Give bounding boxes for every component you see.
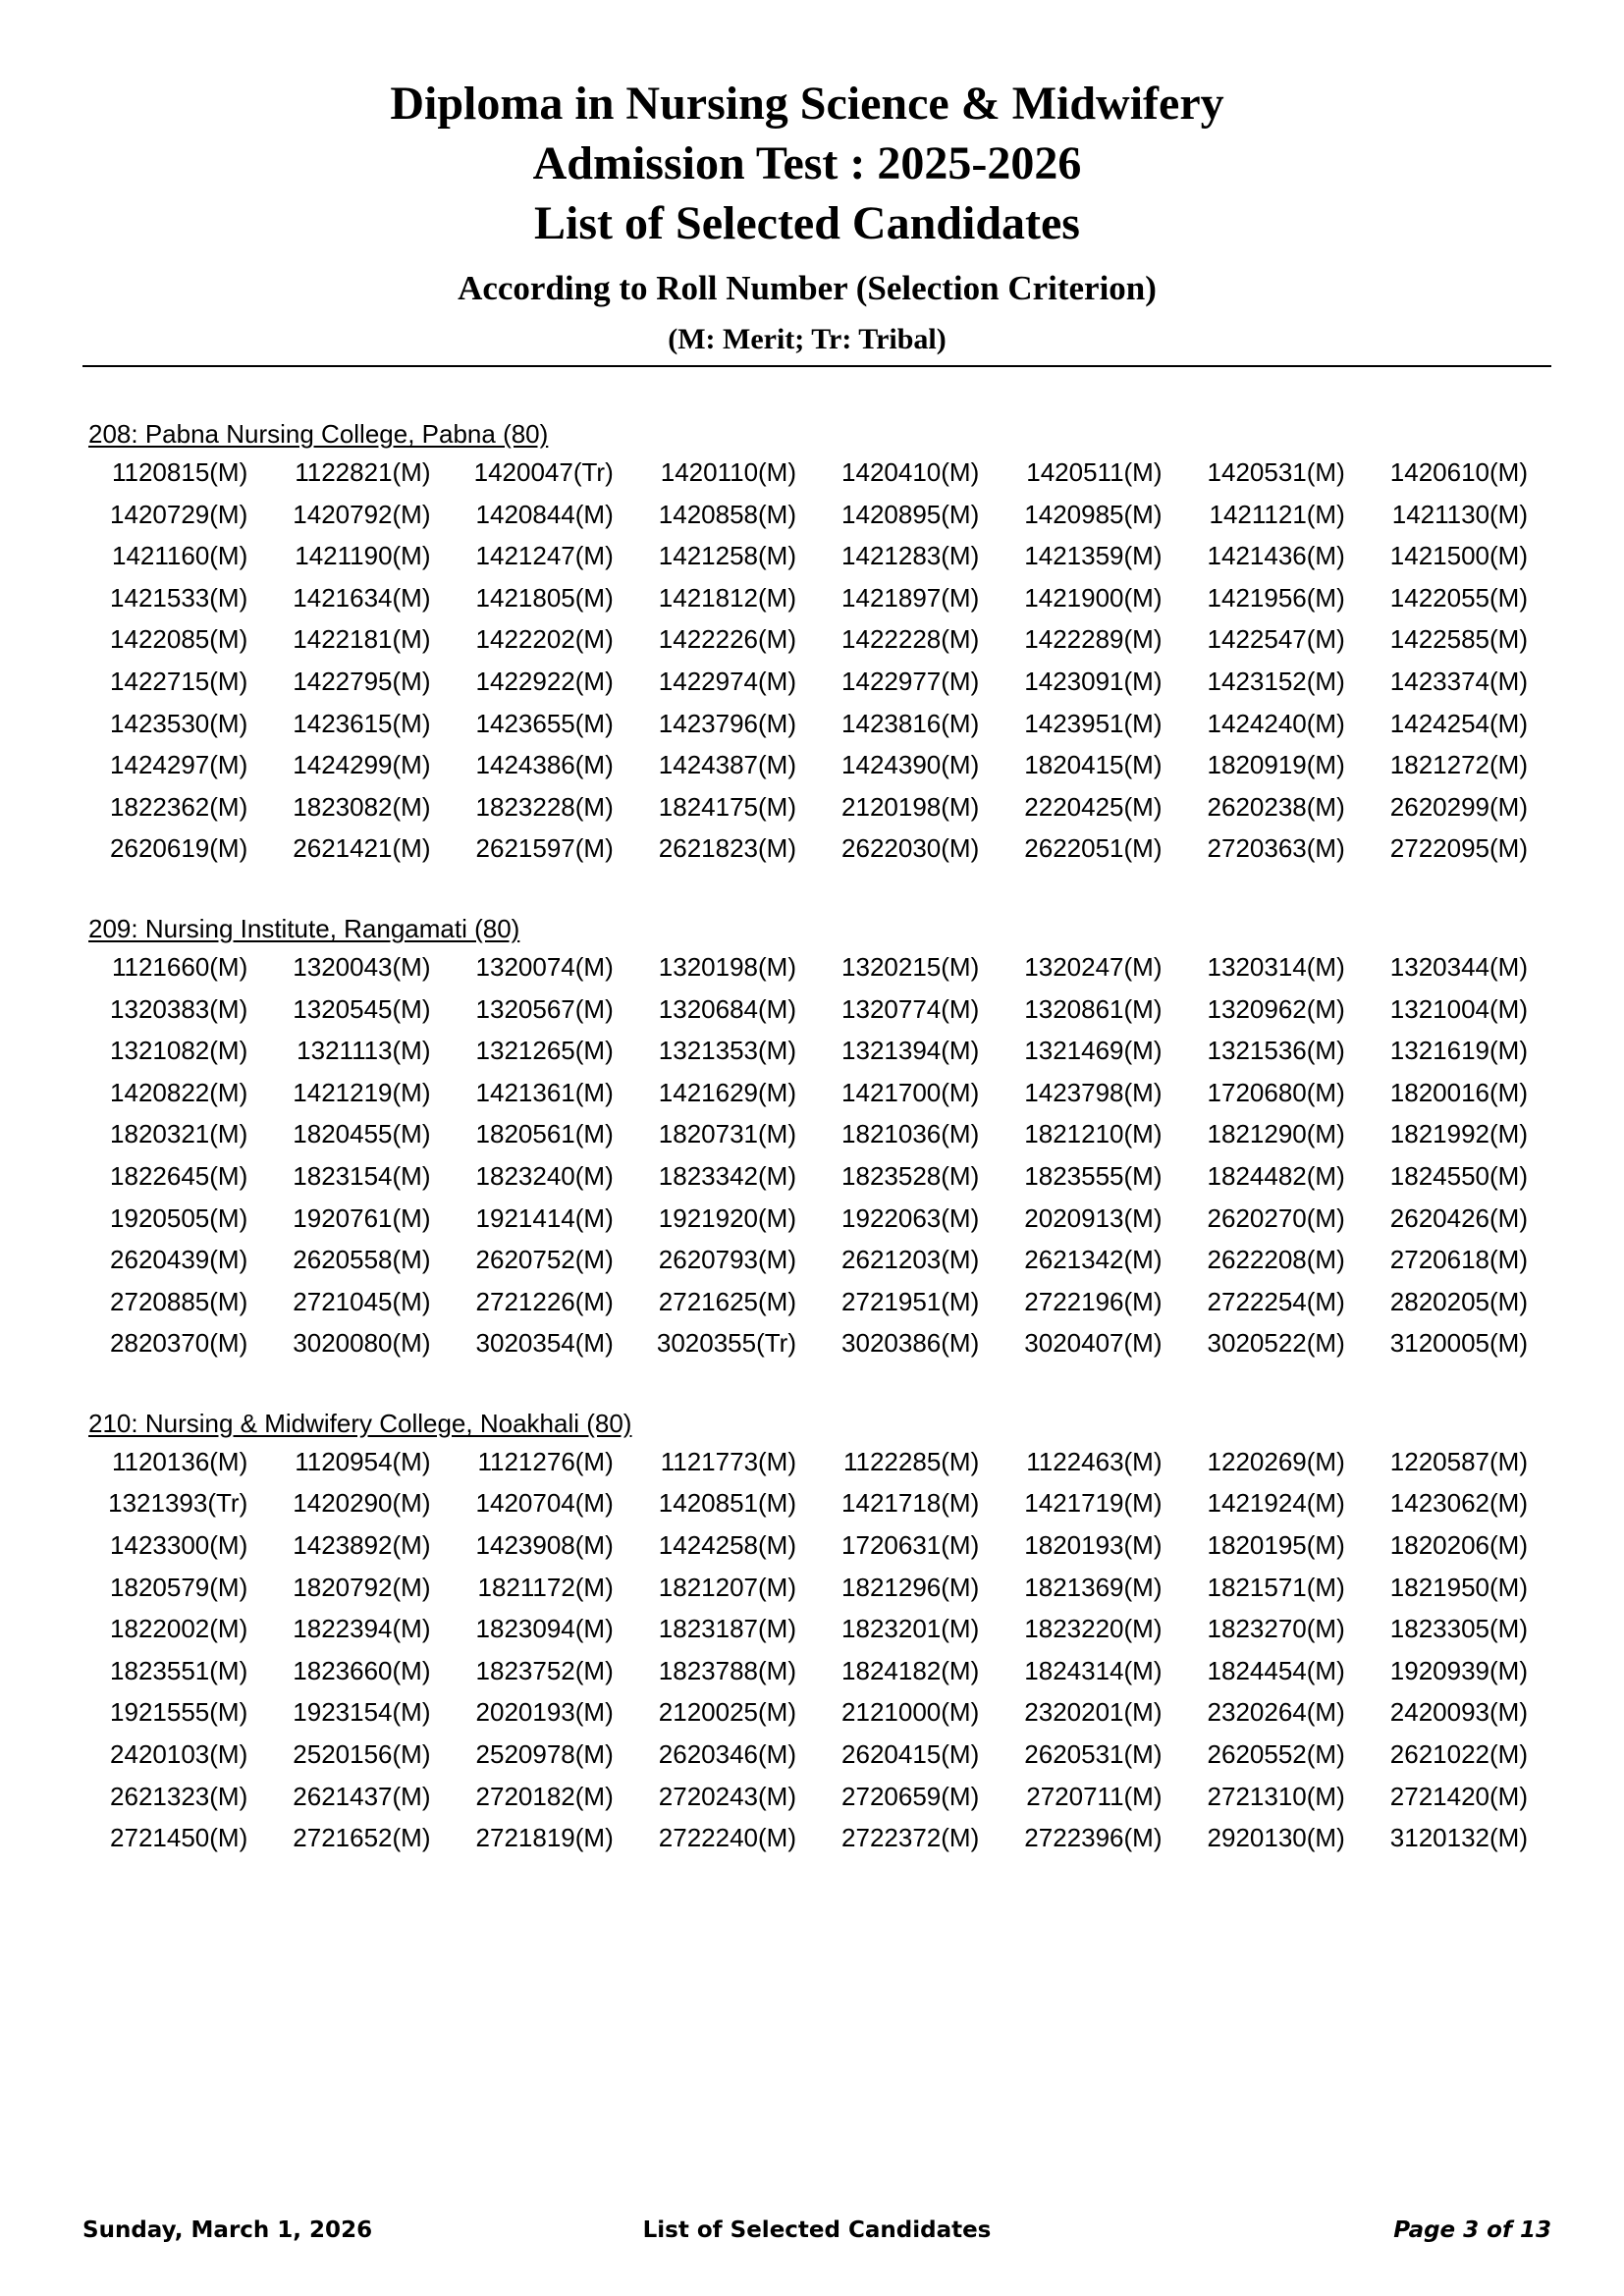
roll-number: 2722095(M) (1389, 833, 1528, 864)
roll-number: 2620415(M) (841, 1739, 980, 1770)
roll-number: 1921920(M) (658, 1202, 796, 1233)
roll-number: 2120198(M) (841, 791, 980, 822)
roll-number: 2620793(M) (658, 1245, 796, 1275)
roll-number: 1424297(M) (110, 750, 248, 780)
roll-number: 1422085(M) (110, 624, 248, 655)
roll-number: 2721819(M) (475, 1823, 614, 1853)
roll-number: 1423530(M) (110, 708, 248, 738)
roll-number: 1821272(M) (1389, 750, 1528, 780)
roll-number: 2120025(M) (658, 1697, 796, 1728)
roll-number: 1421258(M) (658, 541, 796, 571)
roll-number: 1420822(M) (110, 1077, 248, 1107)
roll-number: 2920130(M) (1207, 1823, 1345, 1853)
roll-number: 3020355(Tr) (656, 1328, 796, 1359)
roll-number: 1823154(M) (293, 1160, 431, 1191)
roll-number: 2620346(M) (658, 1739, 796, 1770)
roll-number: 1420704(M) (475, 1488, 614, 1519)
roll-number: 1420110(M) (660, 457, 796, 487)
roll-number: 1424240(M) (1207, 708, 1345, 738)
roll-number: 1420844(M) (475, 499, 614, 529)
roll-number: 1421160(M) (111, 541, 248, 571)
roll-number: 1422922(M) (475, 666, 614, 696)
roll-number: 2820205(M) (1389, 1286, 1528, 1316)
document-title-line-3: List of Selected Candidates (534, 197, 1080, 249)
roll-number: 1320344(M) (1389, 951, 1528, 982)
roll-number: 1921414(M) (475, 1202, 614, 1233)
header-divider (82, 365, 1551, 367)
roll-number: 1422181(M) (293, 624, 431, 655)
roll-number: 1421121(M) (1209, 499, 1345, 529)
roll-number: 1822645(M) (110, 1160, 248, 1191)
college-section (0, 911, 1624, 1364)
roll-number: 1424387(M) (658, 750, 796, 780)
roll-number: 1424299(M) (293, 750, 431, 780)
roll-number: 1423892(M) (293, 1530, 431, 1561)
roll-number: 1823201(M) (841, 1614, 980, 1644)
roll-number: 2621342(M) (1024, 1245, 1163, 1275)
roll-number: 1821036(M) (841, 1119, 980, 1149)
roll-number: 2621437(M) (293, 1781, 431, 1811)
roll-number: 1821992(M) (1389, 1119, 1528, 1149)
roll-number: 1823788(M) (658, 1655, 796, 1685)
roll-number: 1320383(M) (110, 993, 248, 1024)
legend-text: (M: Merit; Tr: Tribal) (668, 323, 947, 355)
roll-number: 1423951(M) (1024, 708, 1163, 738)
roll-number: 1423816(M) (841, 708, 980, 738)
roll-number: 1121660(M) (111, 951, 248, 982)
roll-number: 1423615(M) (293, 708, 431, 738)
roll-number: 1820792(M) (293, 1572, 431, 1602)
roll-number: 1420851(M) (658, 1488, 796, 1519)
roll-number: 1421924(M) (1207, 1488, 1345, 1519)
roll-number: 1920939(M) (1389, 1655, 1528, 1685)
roll-number: 2620299(M) (1389, 791, 1528, 822)
roll-number: 1421247(M) (475, 541, 614, 571)
roll-number: 1320215(M) (841, 951, 980, 982)
roll-number: 1921555(M) (110, 1697, 248, 1728)
roll-number: 1420610(M) (1389, 457, 1528, 487)
roll-number-grid (79, 946, 1624, 1364)
roll-number: 1420410(M) (841, 457, 980, 487)
roll-number: 1820321(M) (110, 1119, 248, 1149)
roll-number: 1920761(M) (293, 1202, 431, 1233)
roll-number: 2620439(M) (110, 1245, 248, 1275)
roll-number: 1421719(M) (1024, 1488, 1163, 1519)
roll-number: 2722254(M) (1207, 1286, 1345, 1316)
roll-number: 1823752(M) (475, 1655, 614, 1685)
roll-number: 1821296(M) (841, 1572, 980, 1602)
roll-number: 2622030(M) (841, 833, 980, 864)
roll-number: 1421900(M) (1024, 582, 1163, 613)
document-header (0, 74, 1624, 356)
roll-number: 2620270(M) (1207, 1202, 1345, 1233)
roll-number: 1122463(M) (1026, 1446, 1163, 1476)
roll-number: 2621323(M) (110, 1781, 248, 1811)
roll-number: 2720243(M) (658, 1781, 796, 1811)
roll-number: 1821210(M) (1024, 1119, 1163, 1149)
roll-number: 1220269(M) (1207, 1446, 1345, 1476)
roll-number: 2721045(M) (293, 1286, 431, 1316)
roll-number: 2621823(M) (658, 833, 796, 864)
roll-number: 1823342(M) (658, 1160, 796, 1191)
roll-number: 1120815(M) (111, 457, 248, 487)
roll-number: 2720659(M) (841, 1781, 980, 1811)
roll-number: 1822002(M) (110, 1614, 248, 1644)
roll-number: 3120132(M) (1389, 1823, 1528, 1853)
roll-number: 1421219(M) (293, 1077, 431, 1107)
roll-number: 3020386(M) (841, 1328, 980, 1359)
roll-number: 1321004(M) (1389, 993, 1528, 1024)
roll-number: 2722240(M) (658, 1823, 796, 1853)
roll-number: 2620558(M) (293, 1245, 431, 1275)
roll-number: 1823187(M) (658, 1614, 796, 1644)
roll-number: 2620531(M) (1024, 1739, 1163, 1770)
roll-number: 1421283(M) (841, 541, 980, 571)
roll-number: 1321393(Tr) (108, 1488, 248, 1519)
roll-number: 1321469(M) (1024, 1036, 1163, 1066)
roll-number: 1920505(M) (110, 1202, 248, 1233)
roll-number: 2020913(M) (1024, 1202, 1163, 1233)
roll-number: 2721625(M) (658, 1286, 796, 1316)
roll-number: 2220425(M) (1024, 791, 1163, 822)
roll-number-grid (79, 452, 1624, 870)
roll-number: 1421897(M) (841, 582, 980, 613)
roll-number: 1824482(M) (1207, 1160, 1345, 1191)
roll-number: 2722196(M) (1024, 1286, 1163, 1316)
roll-number: 1422289(M) (1024, 624, 1163, 655)
roll-number: 1422977(M) (841, 666, 980, 696)
roll-number: 1824175(M) (658, 791, 796, 822)
roll-number: 1321353(M) (658, 1036, 796, 1066)
roll-number: 1422228(M) (841, 624, 980, 655)
roll-number: 2620619(M) (110, 833, 248, 864)
roll-number: 1422055(M) (1389, 582, 1528, 613)
roll-number: 1820195(M) (1207, 1530, 1345, 1561)
roll-number: 1923154(M) (293, 1697, 431, 1728)
roll-number: 1320684(M) (658, 993, 796, 1024)
roll-number: 1421700(M) (841, 1077, 980, 1107)
roll-number: 2721951(M) (841, 1286, 980, 1316)
college-section-title: 210: Nursing & Midwifery College, Noakhali (80) (88, 1408, 632, 1438)
roll-number-grid (79, 1441, 1624, 1859)
roll-number: 1823094(M) (475, 1614, 614, 1644)
roll-number: 2620752(M) (475, 1245, 614, 1275)
roll-number: 1422202(M) (475, 624, 614, 655)
roll-number: 1823551(M) (110, 1655, 248, 1685)
roll-number: 1420531(M) (1207, 457, 1345, 487)
roll-number: 1424390(M) (841, 750, 980, 780)
roll-number: 1420895(M) (841, 499, 980, 529)
roll-number: 1320545(M) (293, 993, 431, 1024)
roll-number: 2621597(M) (475, 833, 614, 864)
roll-number: 1421130(M) (1391, 499, 1528, 529)
college-sections (0, 416, 1624, 1900)
footer-title: List of Selected Candidates (642, 2217, 992, 2243)
roll-number: 1423796(M) (658, 708, 796, 738)
roll-number: 2622051(M) (1024, 833, 1163, 864)
roll-number: 1423798(M) (1024, 1077, 1163, 1107)
roll-number: 1120136(M) (111, 1446, 248, 1476)
roll-number: 1421805(M) (475, 582, 614, 613)
roll-number: 1422226(M) (658, 624, 796, 655)
college-section-title: 209: Nursing Institute, Rangamati (80) (88, 913, 520, 943)
roll-number: 1823555(M) (1024, 1160, 1163, 1191)
roll-number: 1320314(M) (1207, 951, 1345, 982)
roll-number: 1320774(M) (841, 993, 980, 1024)
roll-number: 1321536(M) (1207, 1036, 1345, 1066)
roll-number: 1420792(M) (293, 499, 431, 529)
roll-number: 1423152(M) (1207, 666, 1345, 696)
roll-number: 1422585(M) (1389, 624, 1528, 655)
roll-number: 2121000(M) (841, 1697, 980, 1728)
roll-number: 2720885(M) (110, 1286, 248, 1316)
roll-number: 1823240(M) (475, 1160, 614, 1191)
college-section (0, 1406, 1624, 1859)
roll-number: 2720182(M) (475, 1781, 614, 1811)
roll-number: 2621421(M) (293, 833, 431, 864)
roll-number: 1423091(M) (1024, 666, 1163, 696)
roll-number: 1320198(M) (658, 951, 796, 982)
roll-number: 1320861(M) (1024, 993, 1163, 1024)
roll-number: 1321113(M) (297, 1036, 431, 1066)
roll-number: 1823305(M) (1389, 1614, 1528, 1644)
roll-number: 3120005(M) (1389, 1328, 1528, 1359)
roll-number: 1823660(M) (293, 1655, 431, 1685)
roll-number: 1121276(M) (477, 1446, 614, 1476)
roll-number: 1821290(M) (1207, 1119, 1345, 1149)
roll-number: 2420093(M) (1389, 1697, 1528, 1728)
roll-number: 1820415(M) (1024, 750, 1163, 780)
roll-number: 1320043(M) (293, 951, 431, 982)
roll-number: 1824550(M) (1389, 1160, 1528, 1191)
roll-number: 1420729(M) (110, 499, 248, 529)
roll-number: 1120954(M) (295, 1446, 431, 1476)
roll-number: 1320074(M) (475, 951, 614, 982)
roll-number: 2621203(M) (841, 1245, 980, 1275)
roll-number: 2721420(M) (1389, 1781, 1528, 1811)
roll-number: 1424254(M) (1389, 708, 1528, 738)
roll-number: 1422795(M) (293, 666, 431, 696)
roll-number: 1423300(M) (110, 1530, 248, 1561)
roll-number: 1823528(M) (841, 1160, 980, 1191)
roll-number: 1822394(M) (293, 1614, 431, 1644)
roll-number: 1821369(M) (1024, 1572, 1163, 1602)
roll-number: 2721310(M) (1207, 1781, 1345, 1811)
roll-number: 1321619(M) (1389, 1036, 1528, 1066)
roll-number: 2722372(M) (841, 1823, 980, 1853)
roll-number: 1823270(M) (1207, 1614, 1345, 1644)
roll-number: 2620238(M) (1207, 791, 1345, 822)
roll-number: 1421436(M) (1207, 541, 1345, 571)
roll-number: 2722396(M) (1024, 1823, 1163, 1853)
roll-number: 1421718(M) (841, 1488, 980, 1519)
college-section (0, 416, 1624, 870)
roll-number: 1820561(M) (475, 1119, 614, 1149)
roll-number: 2520978(M) (475, 1739, 614, 1770)
roll-number: 1321082(M) (110, 1036, 248, 1066)
roll-number: 1823082(M) (293, 791, 431, 822)
document-title-line-1: Diploma in Nursing Science & Midwifery (390, 78, 1224, 130)
roll-number: 1824314(M) (1024, 1655, 1163, 1685)
roll-number: 1320567(M) (475, 993, 614, 1024)
roll-number: 1423908(M) (475, 1530, 614, 1561)
roll-number: 1720680(M) (1207, 1077, 1345, 1107)
roll-number: 1220587(M) (1389, 1446, 1528, 1476)
roll-number: 2621022(M) (1389, 1739, 1528, 1770)
roll-number: 1421190(M) (295, 541, 431, 571)
roll-number: 2721652(M) (293, 1823, 431, 1853)
roll-number: 1421956(M) (1207, 582, 1345, 613)
roll-number: 2721226(M) (475, 1286, 614, 1316)
roll-number: 1320247(M) (1024, 951, 1163, 982)
roll-number: 1421812(M) (658, 582, 796, 613)
roll-number: 2520156(M) (293, 1739, 431, 1770)
roll-number: 2620552(M) (1207, 1739, 1345, 1770)
roll-number: 1420511(M) (1026, 457, 1163, 487)
roll-number: 3020354(M) (475, 1328, 614, 1359)
roll-number: 1420985(M) (1024, 499, 1163, 529)
roll-number: 1820919(M) (1207, 750, 1345, 780)
roll-number: 2620426(M) (1389, 1202, 1528, 1233)
roll-number: 2020193(M) (475, 1697, 614, 1728)
roll-number: 1422974(M) (658, 666, 796, 696)
roll-number: 1422715(M) (110, 666, 248, 696)
roll-number: 1922063(M) (841, 1202, 980, 1233)
roll-number: 1424386(M) (475, 750, 614, 780)
roll-number: 2720711(M) (1026, 1781, 1163, 1811)
footer-date: Sunday, March 1, 2026 (82, 2217, 373, 2243)
roll-number: 2622208(M) (1207, 1245, 1345, 1275)
roll-number: 1820016(M) (1389, 1077, 1528, 1107)
roll-number: 1824182(M) (841, 1655, 980, 1685)
roll-number: 1823228(M) (475, 791, 614, 822)
roll-number: 1320962(M) (1207, 993, 1345, 1024)
roll-number: 1122821(M) (295, 457, 431, 487)
roll-number: 1421634(M) (293, 582, 431, 613)
roll-number: 1821571(M) (1207, 1572, 1345, 1602)
roll-number: 1423062(M) (1389, 1488, 1528, 1519)
roll-number: 1421500(M) (1389, 541, 1528, 571)
roll-number: 1821207(M) (658, 1572, 796, 1602)
roll-number: 1821950(M) (1389, 1572, 1528, 1602)
roll-number: 1820206(M) (1389, 1530, 1528, 1561)
roll-number: 1824454(M) (1207, 1655, 1345, 1685)
roll-number: 1822362(M) (110, 791, 248, 822)
roll-number: 1720631(M) (841, 1530, 980, 1561)
roll-number: 2320201(M) (1024, 1697, 1163, 1728)
document-subtitle: According to Roll Number (Selection Criterion) (458, 269, 1157, 307)
roll-number: 1421359(M) (1024, 541, 1163, 571)
roll-number: 1421629(M) (658, 1077, 796, 1107)
roll-number: 3020080(M) (293, 1328, 431, 1359)
roll-number: 1321265(M) (475, 1036, 614, 1066)
roll-number: 1420290(M) (293, 1488, 431, 1519)
roll-number: 1821172(M) (477, 1572, 614, 1602)
roll-number: 1423655(M) (475, 708, 614, 738)
roll-number: 2820370(M) (110, 1328, 248, 1359)
roll-number: 1421361(M) (475, 1077, 614, 1107)
roll-number: 1422547(M) (1207, 624, 1345, 655)
roll-number: 2721450(M) (110, 1823, 248, 1853)
roll-number: 1820193(M) (1024, 1530, 1163, 1561)
roll-number: 1121773(M) (660, 1446, 796, 1476)
page-number: Page 3 of 13 (1393, 2217, 1551, 2243)
document-title-line-2: Admission Test : 2025-2026 (532, 137, 1082, 189)
roll-number: 1820455(M) (293, 1119, 431, 1149)
roll-number: 1420858(M) (658, 499, 796, 529)
roll-number: 1823220(M) (1024, 1614, 1163, 1644)
roll-number: 1420047(Tr) (473, 457, 614, 487)
roll-number: 1423374(M) (1389, 666, 1528, 696)
roll-number: 1421533(M) (110, 582, 248, 613)
roll-number: 3020407(M) (1024, 1328, 1163, 1359)
roll-number: 1820579(M) (110, 1572, 248, 1602)
roll-number: 1122285(M) (842, 1446, 980, 1476)
roll-number: 2720363(M) (1207, 833, 1345, 864)
roll-number: 3020522(M) (1207, 1328, 1345, 1359)
roll-number: 1424258(M) (658, 1530, 796, 1561)
roll-number: 2720618(M) (1389, 1245, 1528, 1275)
college-section-title: 208: Pabna Nursing College, Pabna (80) (88, 419, 549, 449)
page-footer (82, 2213, 1551, 2248)
roll-number: 2420103(M) (110, 1739, 248, 1770)
roll-number: 1321394(M) (841, 1036, 980, 1066)
roll-number: 2320264(M) (1207, 1697, 1345, 1728)
roll-number: 1820731(M) (658, 1119, 796, 1149)
